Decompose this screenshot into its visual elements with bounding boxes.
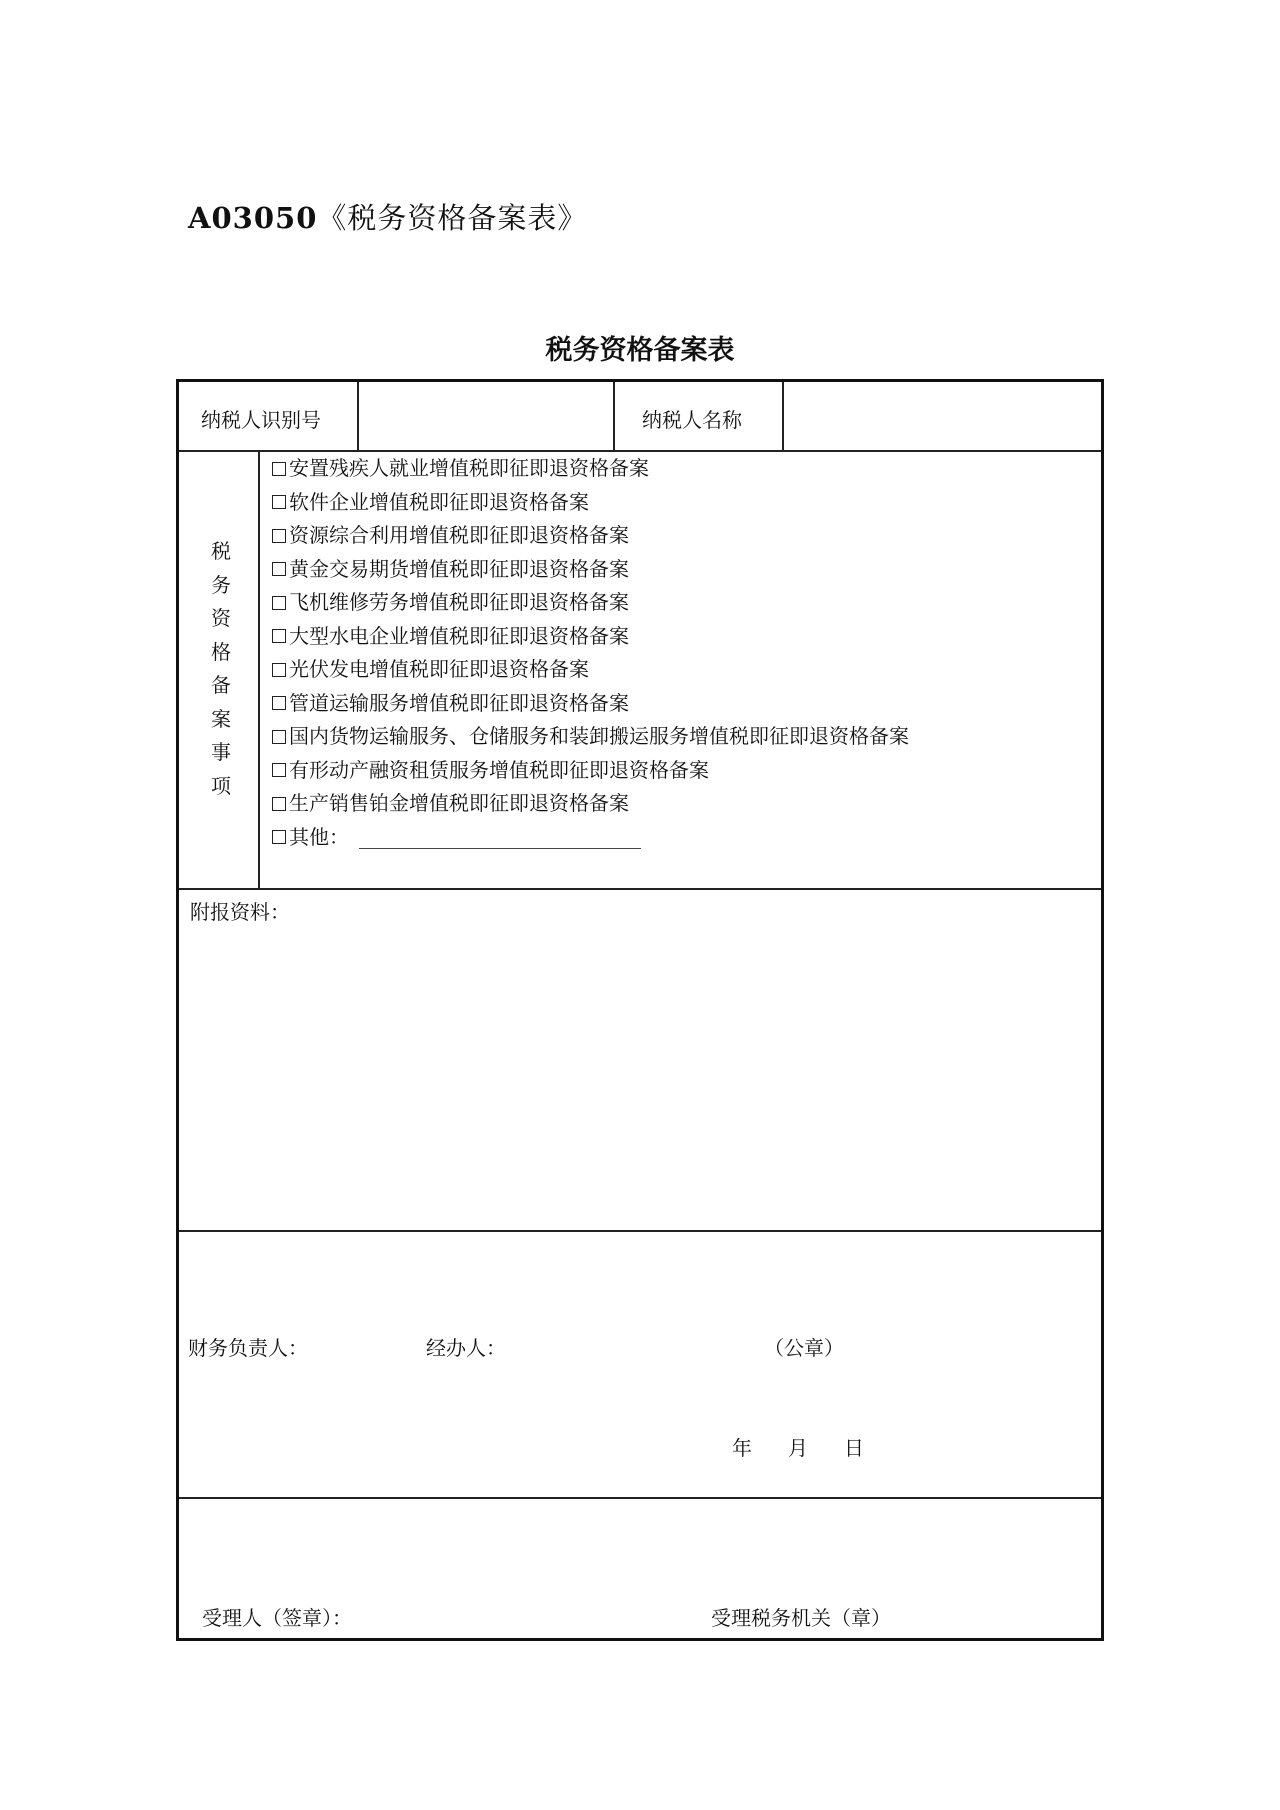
checklist-item[interactable]: 黄金交易期货增值税即征即退资格备案 (272, 553, 909, 587)
attachments-area[interactable] (181, 926, 1099, 1226)
row-divider (179, 1497, 1101, 1499)
seal-label: （公章） (764, 1336, 844, 1360)
checklist-item[interactable]: 飞机维修劳务增值税即征即退资格备案 (272, 586, 909, 620)
row-divider (179, 888, 1101, 890)
other-input-line[interactable] (359, 826, 641, 849)
form-title: 税务资格备案表 (545, 335, 735, 366)
taxpayer-id-label: 纳税人识别号 (201, 408, 321, 432)
day-label: 日 (844, 1436, 864, 1460)
checkbox-icon[interactable] (272, 797, 286, 811)
taxpayer-name-field[interactable] (788, 384, 1098, 448)
col-divider (613, 382, 615, 450)
checkbox-icon[interactable] (272, 629, 286, 643)
handler-label: 经办人： (426, 1336, 506, 1360)
taxpayer-name-label: 纳税人名称 (642, 408, 742, 432)
checkbox-icon[interactable] (272, 462, 286, 476)
finance-head-label: 财务负责人： (188, 1336, 308, 1360)
row-divider (179, 1230, 1101, 1232)
checklist-item[interactable]: 安置残疾人就业增值税即征即退资格备案 (272, 452, 909, 486)
checkbox-icon[interactable] (272, 830, 286, 844)
heading-title: 《税务资格备案表》 (317, 201, 588, 235)
filing-form-table (176, 379, 1104, 1641)
checklist-item[interactable]: 管道运输服务增值税即征即退资格备案 (272, 687, 909, 721)
checklist-item[interactable]: 大型水电企业增值税即征即退资格备案 (272, 620, 909, 654)
col-divider (782, 382, 784, 450)
col-divider (357, 382, 359, 450)
form-code: A03050 (188, 201, 318, 235)
filing-items-section-label: 税 务 资 格 备 案 事 项 (211, 539, 231, 798)
month-label: 月 (788, 1436, 808, 1460)
filing-items-checklist (272, 452, 909, 854)
tax-office-label: 受理税务机关（章） (711, 1606, 891, 1630)
checklist-item[interactable]: 光伏发电增值税即征即退资格备案 (272, 653, 909, 687)
receiver-label: 受理人（签章）： (202, 1606, 352, 1630)
checklist-item[interactable]: 生产销售铂金增值税即征即退资格备案 (272, 787, 909, 821)
document-heading (188, 196, 587, 237)
checkbox-icon[interactable] (272, 596, 286, 610)
checkbox-icon[interactable] (272, 529, 286, 543)
checkbox-icon[interactable] (272, 562, 286, 576)
checklist-item[interactable]: 资源综合利用增值税即征即退资格备案 (272, 519, 909, 553)
checkbox-icon[interactable] (272, 495, 286, 509)
checkbox-icon[interactable] (272, 763, 286, 777)
checklist-item[interactable]: 软件企业增值税即征即退资格备案 (272, 486, 909, 520)
checkbox-icon[interactable] (272, 696, 286, 710)
checklist-item-other[interactable]: 其他： (272, 821, 909, 855)
checkbox-icon[interactable] (272, 730, 286, 744)
checkbox-icon[interactable] (272, 663, 286, 677)
taxpayer-id-field[interactable] (363, 384, 609, 448)
attachments-label: 附报资料： (190, 900, 290, 924)
year-label: 年 (732, 1436, 752, 1460)
checklist-item[interactable]: 有形动产融资租赁服务增值税即征即退资格备案 (272, 754, 909, 788)
checklist-item[interactable]: 国内货物运输服务、仓储服务和装卸搬运服务增值税即征即退资格备案 (272, 720, 909, 754)
